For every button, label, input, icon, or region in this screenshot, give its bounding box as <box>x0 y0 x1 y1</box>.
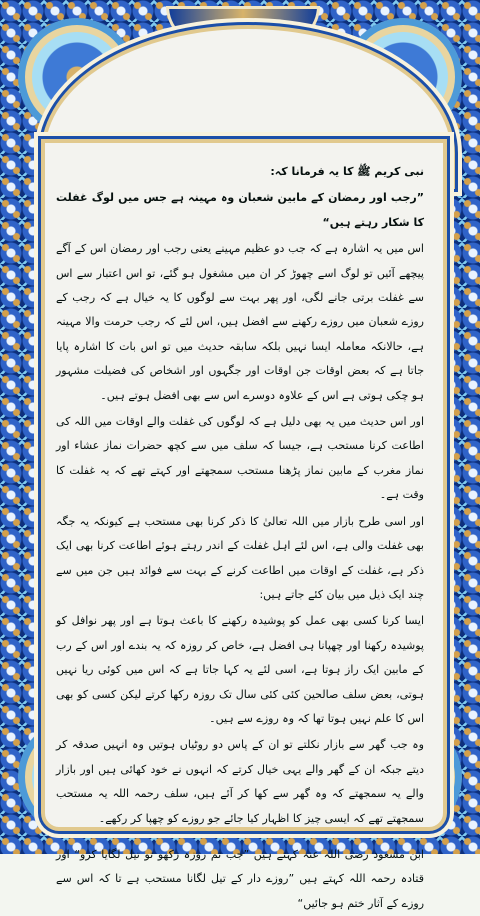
paragraph-4: ایسا کرنا کسی بھی عمل کو پوشیدہ رکھنے کا باعث ہوتا ہے اور پھر نوافل کو پوشیدہ رکھنا اور چھپانا ہی افضل ہے، خاص کر روزہ کہ یہ بندے اور اس کے رب کے مابین ایک راز ہوتا ہے، اسی لئے یہ کہا جاتا ہے کہ اس میں کوئی ریا نہیں ہوتی، بعض سلف صالحین کئی کئی سال تک روزہ رکھا کرتے لیکن کسی کو بھی اس کا علم نہیں ہوتا تھا کہ وہ روزے سے ہیں۔ <box>56 614 424 725</box>
intro-line: نبی کریم ﷺ کا یہ فرمانا کہ: <box>270 165 424 178</box>
paragraph-1: اس میں یہ اشارہ ہے کہ جب دو عظیم مہینے یعنی رجب اور رمضان اس کے آگے پیچھے آئیں تو لوگ اسے چھوڑ کر ان میں مشغول ہو گئے، تو اس اعتبار سے اس سے غفلت برتی جانے لگی، اور پھر بہت سے لوگوں کا یہ خیال ہے کہ رجب کے روزے شعبان میں روزے رکھنے سے افضل ہیں، اس لئے کہ رجب حرمت والا مہینہ ہے، حالانکہ معاملہ ایسا نہیں بلکہ سابقہ حدیث میں تو اس بات کا اشارہ پایا جاتا ہے کہ بعض اوقات جن اوقات اور جگہوں اور اشخاص کی فضیلت مشہور ہو چکی ہوتی ہے اس کے علاوہ دوسرے اس سے بھی افضل ہوتے ہیں۔ <box>56 242 424 402</box>
paragraph-6: ابن مسعود رضی اللہ عنہ کہتے ہیں ”جب تم روزہ رکھو تو تیل لگایا کرو“ اور قتادہ رحمہ اللہ کہتے ہیں ”روزے دار کے تیل لگانا مستحب ہے تا کہ اس سے روزے کے آثار ختم ہو جائیں“ <box>56 847 424 910</box>
paragraph-gap <box>56 833 424 843</box>
paragraph-3: اور اسی طرح بازار میں اللہ تعالیٰ کا ذکر کرنا بھی مستحب ہے کیونکہ یہ جگہ بھی غفلت والی ہے، اس لئے اہل غفلت کے اندر رہتے ہوئے اطاعت کرنا بھی ایک ذکر ہے، غفلت کے اوقات میں اطاعت کرنے کے بہت سے فوائد ہیں جن میں سے چند ایک ذیل میں بیان کئے جاتے ہیں: <box>56 514 424 601</box>
hadith-quote: ”رجب اور رمضان کے مابین شعبان وہ مہینہ ہے جس میں لوگ غفلت کا شکار رہتے ہیں“ <box>56 191 424 229</box>
urdu-text-content <box>56 160 424 910</box>
paragraph-5: وہ جب گھر سے بازار نکلتے تو ان کے پاس دو روٹیاں ہوتیں وہ انہیں صدقہ کر دیتے جبکہ ان کے گھر والے یہی خیال کرتے کہ انہوں نے خود کھائی ہیں اور بازار والے یہ سمجھتے کہ وہ گھر سے کھا کر آئے ہیں، سلف رحمہ اللہ یہ مستحب سمجھتے تھے کہ ایسی چیز کا اظہار کیا جائے جو روزے کو چھپا کر رکھے۔ <box>56 738 424 825</box>
paragraph-2: اور اس حدیث میں یہ بھی دلیل ہے کہ لوگوں کی غفلت والے اوقات میں اللہ کی اطاعت کرنا مستحب ہے، جیسا کہ سلف میں سے کچھ حضرات نماز عشاء اور نماز مغرب کے مابین نماز پڑھنا مستحب سمجھتے اور کہتے تھے کہ یہ غفلت کا وقت ہے۔ <box>56 415 424 502</box>
